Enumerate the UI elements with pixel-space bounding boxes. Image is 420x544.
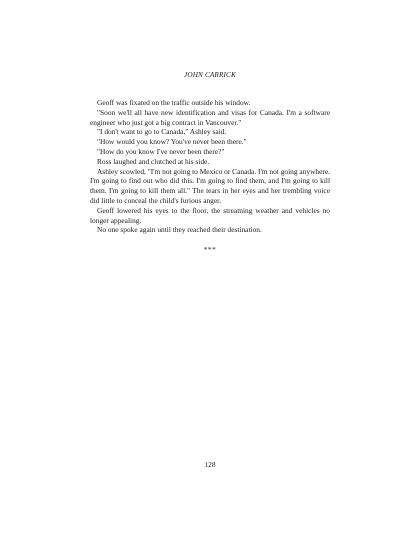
- scene-break: ***: [203, 245, 217, 255]
- body-text: [90, 98, 330, 255]
- running-head: JOHN CARRICK: [184, 71, 236, 79]
- paragraph: "How do you know I've never been there?": [97, 146, 225, 156]
- page-number: 128: [204, 460, 216, 469]
- paragraph: Ross laughed and clutched at his side.: [97, 156, 210, 166]
- paragraph: Ashley scowled, "I'm not going to Mexico or Canada. I'm not going anywhere. I'm going to find out who did this. I'm going to find them, and I'm going to kill them. I'm going to kill them all." The tears in her eyes and her trembling voice did little to conceal the child's furious anger.: [90, 166, 330, 205]
- paragraph: Geoff lowered his eyes to the floor, the streaming weather and vehicles no longer appealing.: [90, 205, 330, 225]
- paragraph: Geoff was fixated on the traffic outside his window.: [97, 98, 251, 107]
- paragraph: No one spoke again until they reached their destination.: [97, 225, 262, 235]
- paragraph: "I don't want to go to Canada," Ashley said.: [97, 127, 227, 137]
- paragraph: "How would you know? You've never been there.": [97, 137, 247, 147]
- paragraph: "Soon we'll all have new identification and visas for Canada. I'm a software engineer who just got a big contract in Vancouver.": [90, 107, 330, 127]
